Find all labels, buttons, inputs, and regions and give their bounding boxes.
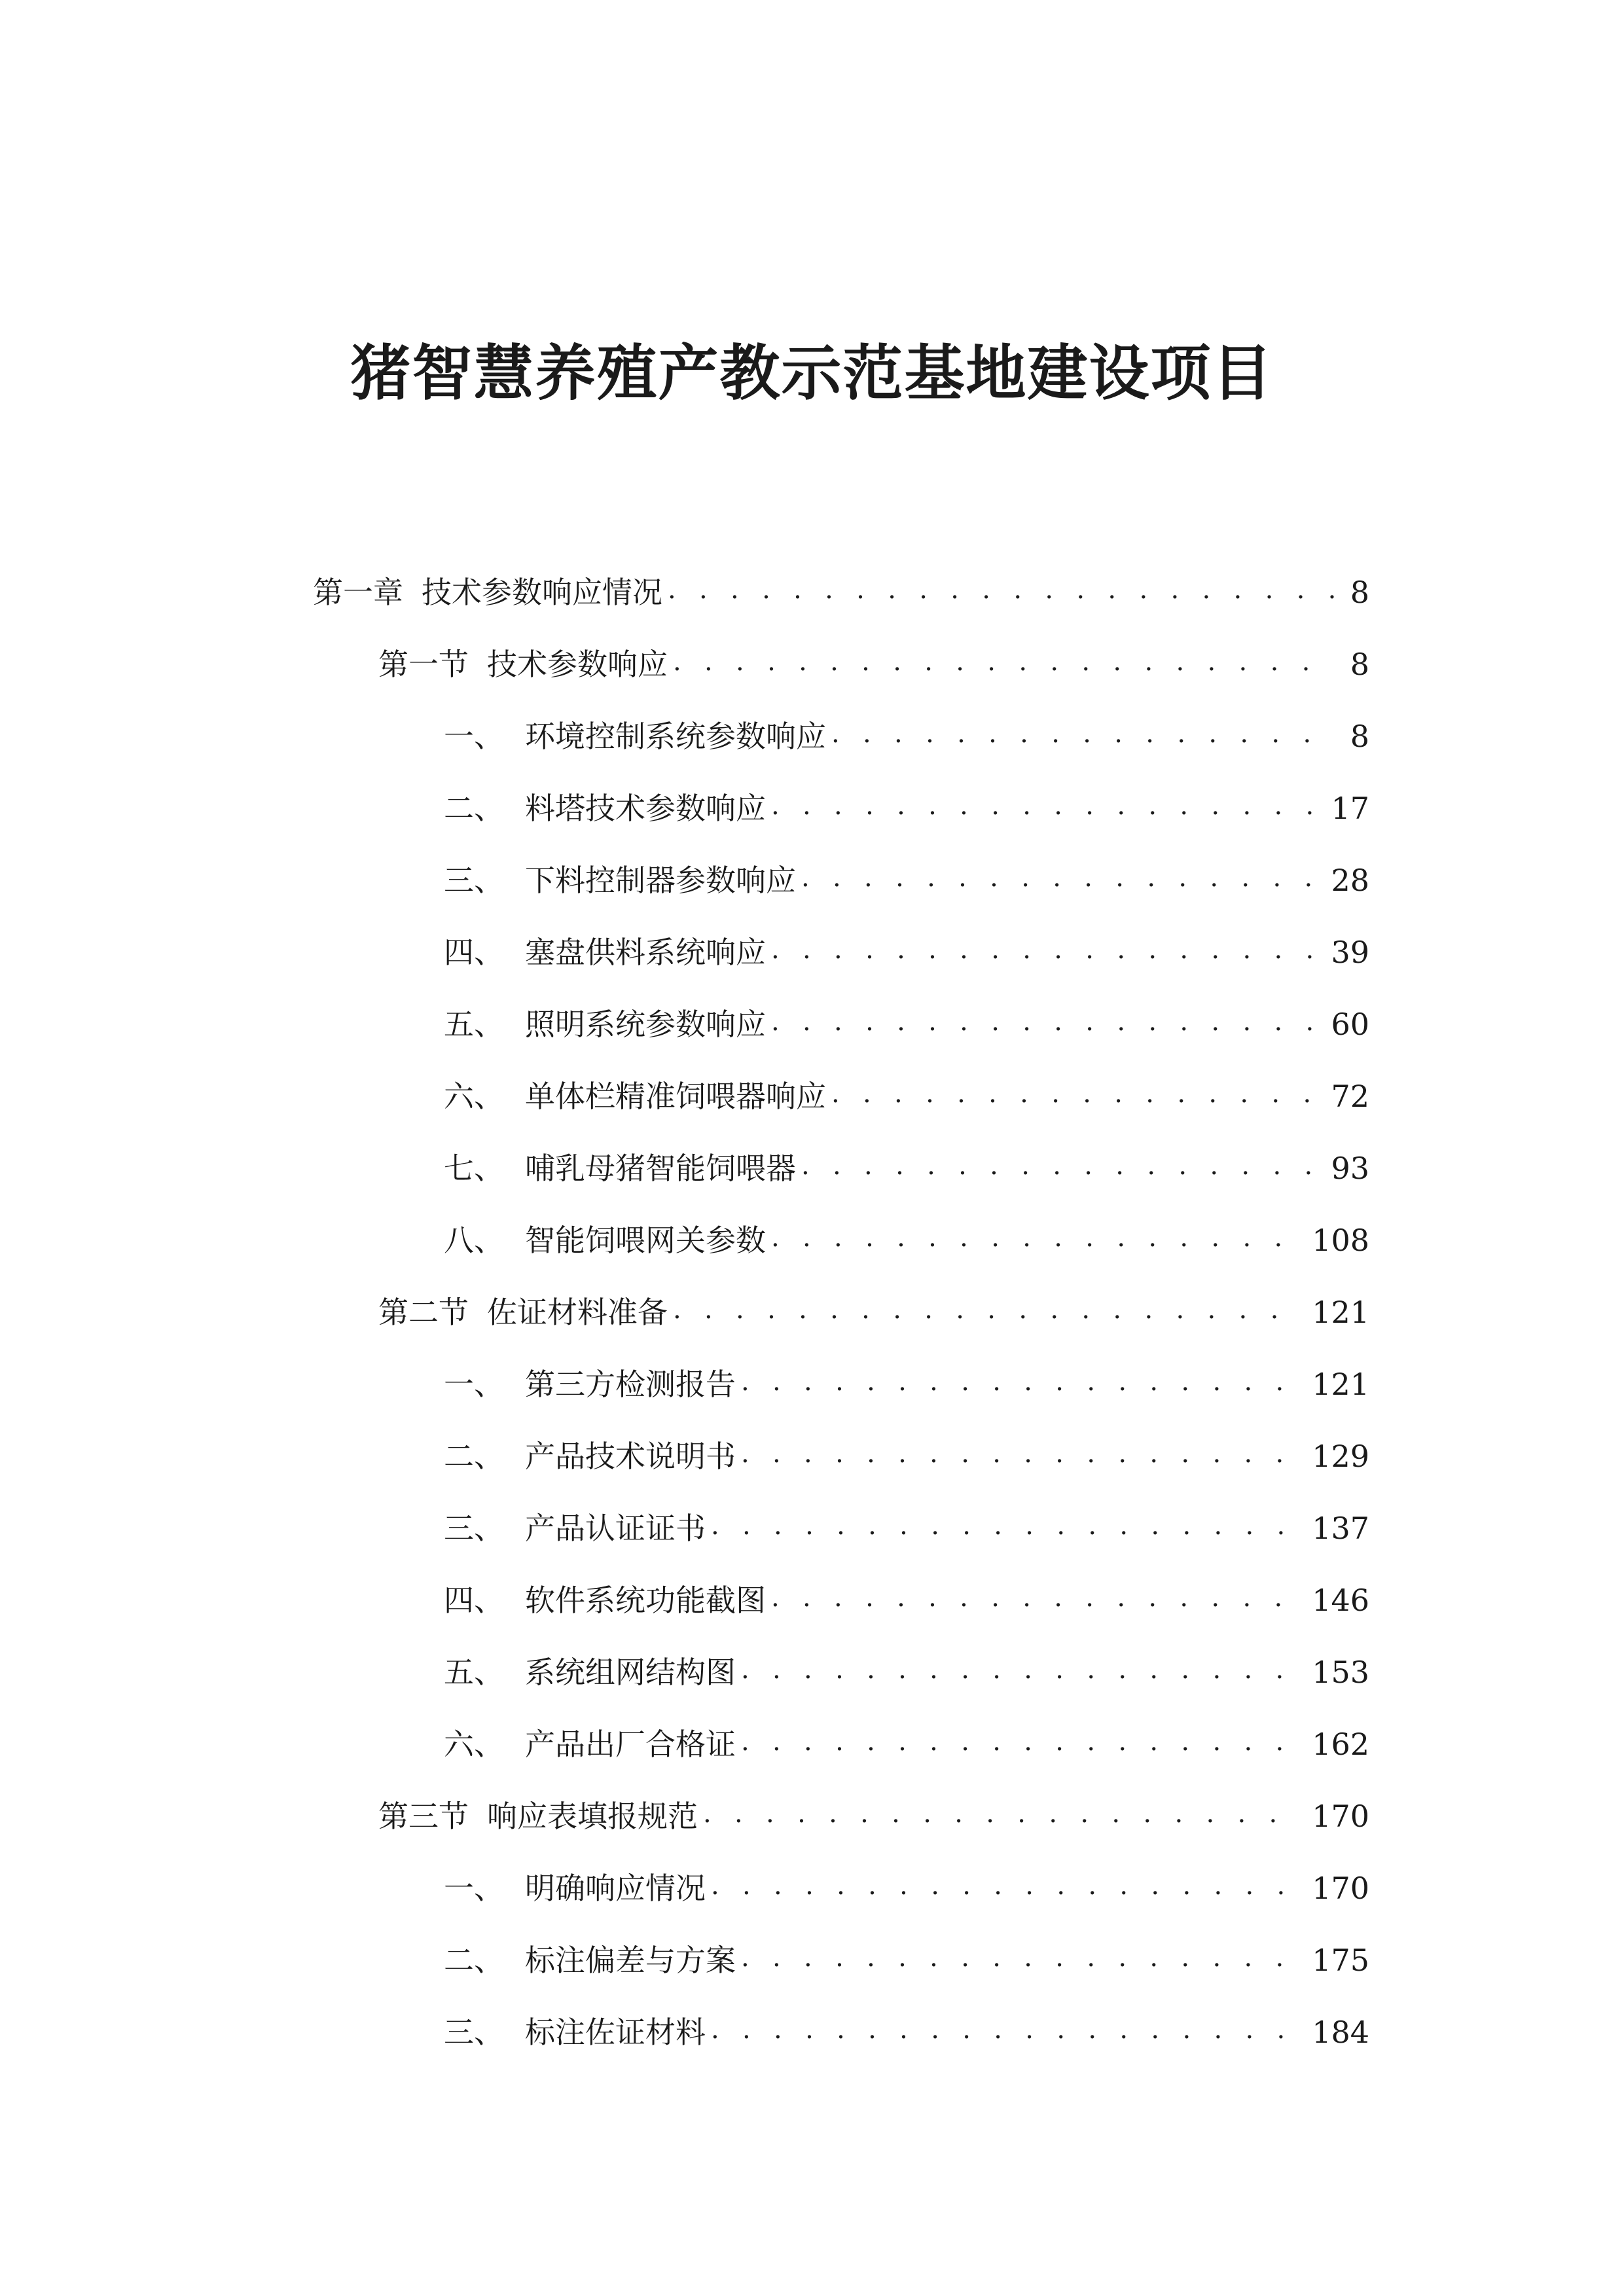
toc-entry-number: 三、 xyxy=(444,863,504,898)
toc-entry-item[interactable] xyxy=(444,1492,1369,1564)
toc-dot-leader xyxy=(771,786,1322,825)
toc-entry-title: 标注偏差与方案 xyxy=(525,1943,736,1978)
toc-entry-item[interactable] xyxy=(444,1852,1369,1924)
toc-entry-title: 塞盘供料系统响应 xyxy=(525,935,766,970)
toc-entry-page: 93 xyxy=(1331,1151,1369,1186)
toc-entry-number: 四、 xyxy=(444,935,504,970)
toc-entry-title: 技术参数响应情况 xyxy=(422,575,662,610)
toc-entry-item[interactable] xyxy=(444,1132,1369,1204)
toc-entry-title: 单体栏精准饲喂器响应 xyxy=(525,1079,826,1114)
toc-entry-page: 28 xyxy=(1331,863,1369,898)
toc-entry-number: 五、 xyxy=(444,1655,504,1690)
toc-entry-item[interactable] xyxy=(444,1924,1369,1996)
toc-entry-page: 184 xyxy=(1312,2015,1369,2050)
toc-entry-page: 121 xyxy=(1312,1367,1369,1402)
document-title: 猪智慧养殖产教示范基地建设项目 xyxy=(350,338,1274,408)
toc-entry-title: 下料控制器参数响应 xyxy=(525,863,796,898)
toc-entry-number: 二、 xyxy=(444,1943,504,1978)
toc-entry-section-3[interactable] xyxy=(378,1780,1369,1852)
toc-entry-title: 软件系统功能截图 xyxy=(525,1583,766,1618)
toc-dot-leader xyxy=(741,1722,1303,1761)
toc-entry-item[interactable] xyxy=(444,1204,1369,1276)
toc-entry-item[interactable] xyxy=(444,1348,1369,1420)
toc-entry-page: 60 xyxy=(1331,1007,1369,1042)
toc-entry-number: 五、 xyxy=(444,1007,504,1042)
toc-entry-page: 153 xyxy=(1312,1655,1369,1690)
toc-entry-number: 一、 xyxy=(444,1367,504,1402)
toc-entry-title: 产品出厂合格证 xyxy=(525,1727,736,1762)
toc-entry-number: 第一节 xyxy=(378,647,469,682)
toc-dot-leader xyxy=(711,2010,1303,2049)
toc-dot-leader xyxy=(703,1794,1303,1833)
toc-entry-item[interactable] xyxy=(444,1564,1369,1636)
toc-entry-page: 39 xyxy=(1331,935,1369,970)
toc-entry-item[interactable] xyxy=(444,1996,1369,2068)
toc-entry-title: 产品技术说明书 xyxy=(525,1439,736,1474)
toc-entry-number: 六、 xyxy=(444,1727,504,1762)
toc-entry-number: 二、 xyxy=(444,1439,504,1474)
toc-entry-number: 第一章 xyxy=(313,575,403,610)
toc-entry-page: 175 xyxy=(1312,1943,1369,1978)
toc-entry-page: 170 xyxy=(1312,1799,1369,1834)
toc-entry-title: 明确响应情况 xyxy=(525,1871,706,1906)
toc-dot-leader xyxy=(741,1938,1303,1977)
toc-dot-leader xyxy=(711,1506,1303,1545)
toc-entry-number: 第三节 xyxy=(378,1799,469,1834)
toc-dot-leader xyxy=(771,1578,1303,1617)
toc-entry-title: 响应表填报规范 xyxy=(487,1799,698,1834)
toc-entry-page: 146 xyxy=(1312,1583,1369,1618)
toc-dot-leader xyxy=(801,1146,1322,1185)
toc-dot-leader xyxy=(673,642,1334,681)
toc-dot-leader xyxy=(741,1650,1303,1689)
toc-entry-title: 佐证材料准备 xyxy=(487,1295,668,1330)
toc-entry-number: 第二节 xyxy=(378,1295,469,1330)
toc-entry-number: 三、 xyxy=(444,2015,504,2050)
toc-entry-title: 智能饲喂网关参数 xyxy=(525,1223,766,1258)
toc-entry-number: 三、 xyxy=(444,1511,504,1546)
toc-entry-page: 8 xyxy=(1350,647,1369,682)
toc-entry-item[interactable] xyxy=(444,844,1369,916)
toc-dot-leader xyxy=(673,1290,1303,1329)
toc-entry-title: 产品认证证书 xyxy=(525,1511,706,1546)
toc-entry-item[interactable] xyxy=(444,988,1369,1060)
toc-entry-number: 一、 xyxy=(444,719,504,754)
toc-entry-item[interactable] xyxy=(444,700,1369,772)
toc-dot-leader xyxy=(771,930,1322,969)
toc-entry-page: 8 xyxy=(1350,575,1369,610)
toc-entry-title: 第三方检测报告 xyxy=(525,1367,736,1402)
toc-entry-page: 137 xyxy=(1312,1511,1369,1546)
toc-entry-page: 121 xyxy=(1312,1295,1369,1330)
toc-entry-page: 129 xyxy=(1312,1439,1369,1474)
toc-dot-leader xyxy=(668,570,1334,609)
toc-entry-title: 哺乳母猪智能饲喂器 xyxy=(525,1151,796,1186)
toc-entry-item[interactable] xyxy=(444,1708,1369,1780)
toc-entry-section-2[interactable] xyxy=(378,1276,1369,1348)
toc-entry-title: 料塔技术参数响应 xyxy=(525,791,766,826)
toc-entry-item[interactable] xyxy=(444,1060,1369,1132)
toc-dot-leader xyxy=(831,1074,1322,1113)
toc-entry-item[interactable] xyxy=(444,916,1369,988)
toc-entry-item[interactable] xyxy=(444,772,1369,844)
toc-entry-title: 标注佐证材料 xyxy=(525,2015,706,2050)
toc-entry-number: 八、 xyxy=(444,1223,504,1258)
toc-dot-leader xyxy=(771,1002,1322,1041)
toc-entry-title: 系统组网结构图 xyxy=(525,1655,736,1690)
toc-entry-section-1[interactable] xyxy=(378,628,1369,700)
toc-entry-page: 108 xyxy=(1312,1223,1369,1258)
toc-entry-number: 一、 xyxy=(444,1871,504,1906)
toc-entry-number: 二、 xyxy=(444,791,504,826)
toc-entry-number: 七、 xyxy=(444,1151,504,1186)
toc-dot-leader xyxy=(831,714,1334,753)
toc-dot-leader xyxy=(711,1866,1303,1905)
toc-dot-leader xyxy=(771,1218,1303,1257)
toc-dot-leader xyxy=(741,1362,1303,1401)
toc-entry-number: 四、 xyxy=(444,1583,504,1618)
toc-entry-title: 环境控制系统参数响应 xyxy=(525,719,826,754)
toc-entry-page: 72 xyxy=(1331,1079,1369,1114)
toc-entry-title: 技术参数响应 xyxy=(487,647,668,682)
toc-entry-title: 照明系统参数响应 xyxy=(525,1007,766,1042)
toc-entry-page: 162 xyxy=(1312,1727,1369,1762)
toc-entry-item[interactable] xyxy=(444,1420,1369,1492)
toc-dot-leader xyxy=(801,858,1322,897)
toc-entry-number: 六、 xyxy=(444,1079,504,1114)
toc-entry-page: 17 xyxy=(1331,791,1369,826)
toc-entry-page: 8 xyxy=(1350,719,1369,754)
toc-dot-leader xyxy=(741,1434,1303,1473)
toc-entry-chapter-1[interactable] xyxy=(313,556,1369,628)
toc-entry-page: 170 xyxy=(1312,1871,1369,1906)
toc-entry-item[interactable] xyxy=(444,1636,1369,1708)
